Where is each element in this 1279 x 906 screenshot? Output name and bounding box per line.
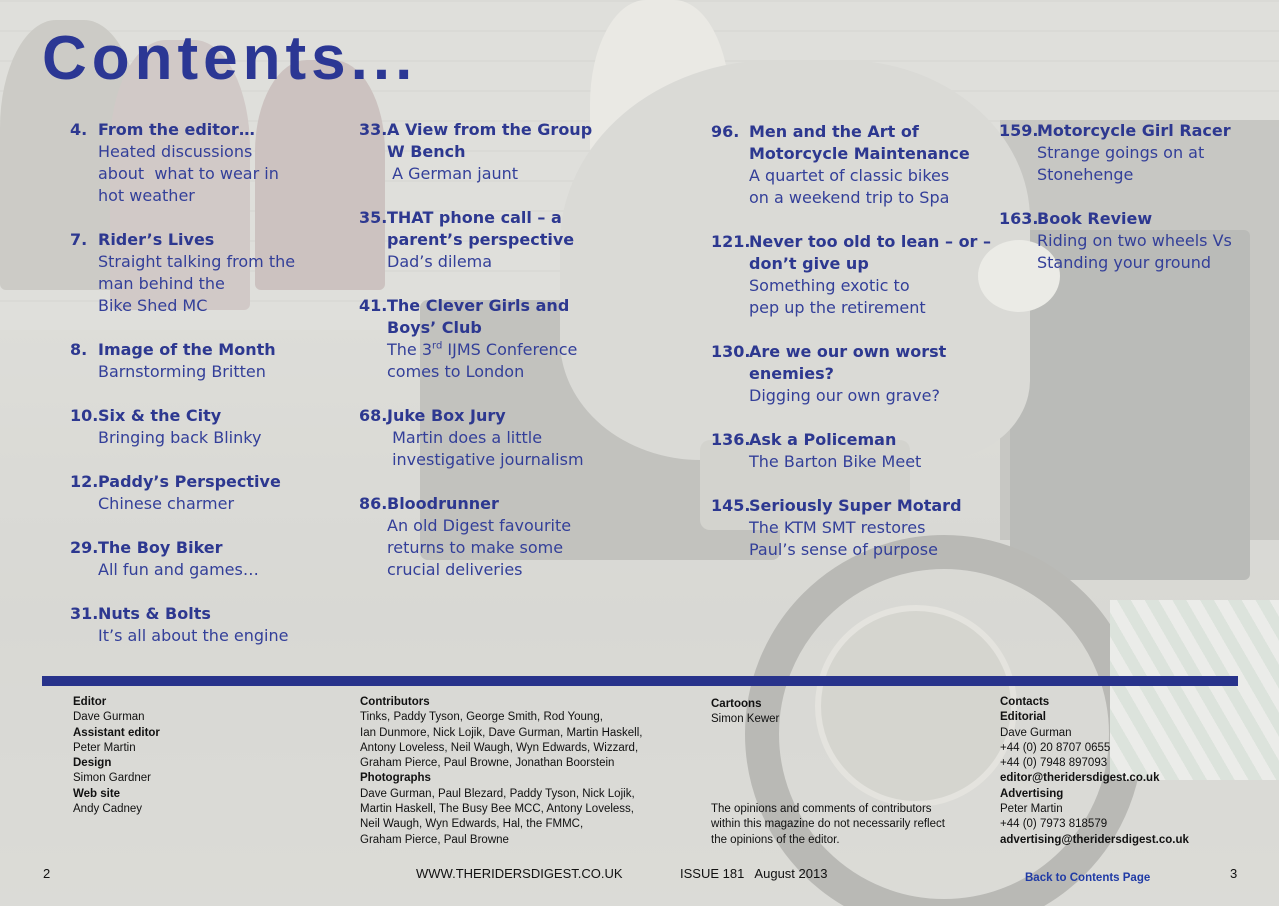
contents-column-4	[999, 120, 1269, 296]
entry-subtitle-part: The 3	[387, 340, 433, 359]
entry-subtitle: The KTM SMT restores	[749, 518, 926, 537]
entry-title: W Bench	[387, 142, 466, 161]
photographs-label: Photographs	[360, 772, 431, 785]
editorial-label: Editorial	[1000, 711, 1047, 724]
disclaimer-line: the opinions of the editor.	[711, 833, 840, 846]
entry-title: A View from the Group	[387, 120, 593, 139]
website-label: Web site	[73, 787, 121, 800]
credits-staff	[73, 695, 160, 817]
entry-subtitle: pep up the retirement	[749, 298, 926, 317]
entry-title: Rider’s Lives	[98, 230, 215, 249]
contents-entry[interactable]	[70, 603, 350, 647]
page-number: 68.	[359, 406, 388, 425]
entry-subtitle: Chinese charmer	[98, 494, 235, 513]
entry-subtitle: Bike Shed MC	[98, 296, 208, 315]
contents-entry[interactable]	[999, 120, 1269, 186]
contents-column-1	[70, 119, 350, 669]
page-number: 33.	[359, 120, 388, 139]
entry-subtitle: Strange goings on at	[1037, 143, 1205, 162]
entry-subtitle: The Barton Bike Meet	[749, 452, 922, 471]
cartoons-name: Simon Kewer	[711, 713, 780, 726]
advertising-name: Peter Martin	[1000, 803, 1063, 816]
entry-subtitle	[387, 339, 709, 361]
contributors-line: Graham Pierce, Paul Browne, Jonathan Boorstein	[360, 757, 615, 770]
page-number: 7.	[70, 230, 88, 249]
photographs-line: Dave Gurman, Paul Blezard, Paddy Tyson, Nick Lojik,	[360, 787, 635, 800]
entry-subtitle: Dad’s dilema	[387, 252, 493, 271]
website-url[interactable]: WWW.THERIDERSDIGEST.CO.UK	[416, 866, 623, 881]
issue-info: ISSUE 181 August 2013	[680, 866, 828, 881]
design-name: Simon Gardner	[73, 772, 151, 785]
credits-contributors	[360, 695, 643, 848]
photographs-line: Martin Haskell, The Busy Bee MCC, Antony Loveless,	[360, 803, 634, 816]
disclaimer-line: The opinions and comments of contributors	[711, 803, 932, 815]
entry-subtitle: Paul’s sense of purpose	[749, 540, 938, 559]
advertising-phone: +44 (0) 7973 818579	[1000, 818, 1108, 831]
contents-entry[interactable]	[359, 207, 709, 273]
contributors-line: Tinks, Paddy Tyson, George Smith, Rod Young,	[360, 711, 603, 724]
entry-subtitle: A German jaunt	[387, 164, 519, 183]
entry-title: Bloodrunner	[387, 494, 499, 513]
entry-subtitle: hot weather	[98, 186, 195, 205]
contents-entry[interactable]	[359, 295, 709, 383]
entry-subtitle: An old Digest favourite	[387, 516, 572, 535]
editorial-name: Dave Gurman	[1000, 726, 1072, 739]
assistant-editor-label: Assistant editor	[73, 726, 160, 739]
entry-title: parent’s perspective	[387, 230, 575, 249]
contents-entry[interactable]	[70, 471, 350, 515]
editor-name: Dave Gurman	[73, 711, 145, 724]
page-number: 159.	[999, 121, 1039, 140]
page-number: 8.	[70, 340, 88, 359]
entry-subtitle: comes to London	[387, 362, 525, 381]
entry-subtitle: All fun and games…	[98, 560, 259, 579]
entry-title: Men and the Art of	[749, 122, 919, 141]
entry-subtitle: Martin does a little	[387, 428, 543, 447]
entry-title: enemies?	[749, 364, 834, 383]
entry-title: Book Review	[1037, 209, 1153, 228]
disclaimer	[711, 802, 945, 848]
entry-title: Boys’ Club	[387, 318, 482, 337]
entry-title: Paddy’s Perspective	[98, 472, 281, 491]
entry-subtitle: returns to make some	[387, 538, 564, 557]
page-number: 41.	[359, 296, 388, 315]
page-number: 29.	[70, 538, 99, 557]
contents-entry[interactable]	[711, 429, 1001, 473]
entry-subtitle: It’s all about the engine	[98, 626, 289, 645]
page-number: 12.	[70, 472, 99, 491]
entry-subtitle: Standing your ground	[1037, 253, 1212, 272]
entry-subtitle: Bringing back Blinky	[98, 428, 262, 447]
back-to-contents-link[interactable]: Back to Contents Page	[1025, 872, 1151, 884]
contents-entry[interactable]	[70, 537, 350, 581]
entry-subtitle: on a weekend trip to Spa	[749, 188, 950, 207]
entry-subtitle: Straight talking from the	[98, 252, 296, 271]
page-number: 86.	[359, 494, 388, 513]
contributors-line: Antony Loveless, Neil Waugh, Wyn Edwards, Wizzard,	[360, 741, 639, 754]
page-number: 35.	[359, 208, 388, 227]
entry-subtitle-part: IJMS Conference	[442, 340, 578, 359]
entry-subtitle: crucial deliveries	[387, 560, 523, 579]
contributors-line: Ian Dunmore, Nick Lojik, Dave Gurman, Martin Haskell,	[360, 726, 643, 739]
page-number: 136.	[711, 430, 751, 449]
entry-title: Image of the Month	[98, 340, 276, 359]
disclaimer-line: within this magazine do not necessarily reflect	[711, 818, 945, 831]
page-number: 163.	[999, 209, 1039, 228]
entry-subtitle: Digging our own grave?	[749, 386, 940, 405]
entry-subtitle: about what to wear in	[98, 164, 279, 183]
entry-title: Are we our own worst	[749, 342, 947, 361]
page-number: 121.	[711, 232, 751, 251]
editor-label: Editor	[73, 696, 107, 708]
entry-title: Seriously Super Motard	[749, 496, 962, 515]
contents-entry[interactable]	[359, 493, 709, 581]
entry-subtitle: man behind the	[98, 274, 225, 293]
entry-title: Motorcycle Maintenance	[749, 144, 970, 163]
page-number-left: 2	[43, 866, 51, 881]
assistant-editor-name: Peter Martin	[73, 741, 136, 754]
website-name: Andy Cadney	[73, 803, 143, 816]
contents-entry[interactable]	[70, 405, 350, 449]
entry-title: Six & the City	[98, 406, 222, 425]
entry-subtitle: Barnstorming Britten	[98, 362, 266, 381]
page-title: Contents...	[42, 24, 418, 93]
entry-title: From the editor…	[98, 120, 255, 139]
contents-entry[interactable]	[711, 495, 1001, 561]
contents-entry[interactable]	[359, 405, 709, 471]
photographs-line: Graham Pierce, Paul Browne	[360, 833, 509, 846]
entry-title: don’t give up	[749, 254, 869, 273]
contents-entry[interactable]	[70, 119, 350, 207]
contents-entry[interactable]	[711, 121, 1001, 209]
credits-contacts	[1000, 695, 1189, 848]
contributors-label: Contributors	[360, 696, 430, 708]
contacts-label: Contacts	[1000, 696, 1050, 708]
entry-subtitle: investigative journalism	[387, 450, 584, 469]
entry-title: The Boy Biker	[98, 538, 223, 557]
entry-title: Juke Box Jury	[387, 406, 506, 425]
entry-title: Never too old to lean – or –	[749, 232, 992, 251]
cartoons-label: Cartoons	[711, 698, 762, 710]
entry-subtitle: A quartet of classic bikes	[749, 166, 950, 185]
entry-subtitle: Riding on two wheels Vs	[1037, 231, 1232, 250]
page-number: 4.	[70, 120, 88, 139]
contents-column-3	[711, 121, 1001, 583]
contents-entry[interactable]	[359, 119, 709, 185]
page-number-right: 3	[1230, 866, 1238, 881]
contents-entry[interactable]	[70, 339, 350, 383]
contents-entry[interactable]	[711, 341, 1001, 407]
credits-cartoons	[711, 697, 779, 728]
page-number: 130.	[711, 342, 751, 361]
contents-column-2	[359, 119, 709, 603]
contents-entry[interactable]	[70, 229, 350, 317]
entry-subtitle-sup: rd	[432, 340, 443, 352]
page-number: 96.	[711, 122, 740, 141]
advertising-label: Advertising	[1000, 787, 1064, 800]
editorial-mobile: +44 (0) 7948 897093	[1000, 757, 1108, 770]
entry-title: Ask a Policeman	[749, 430, 897, 449]
entry-subtitle: Something exotic to	[749, 276, 910, 295]
advertising-email[interactable]: advertising@theridersdigest.co.uk	[1000, 833, 1189, 846]
entry-subtitle: Stonehenge	[1037, 165, 1134, 184]
contents-entry[interactable]	[999, 208, 1269, 274]
entry-title: Motorcycle Girl Racer	[1037, 121, 1231, 140]
page-number: 31.	[70, 604, 99, 623]
entry-subtitle: Heated discussions	[98, 142, 253, 161]
divider-rule	[42, 676, 1238, 686]
editorial-email[interactable]: editor@theridersdigest.co.uk	[1000, 772, 1160, 785]
editorial-phone: +44 (0) 20 8707 0655	[1000, 741, 1111, 754]
page-number: 10.	[70, 406, 99, 425]
photographs-line: Neil Waugh, Wyn Edwards, Hal, the FMMC,	[360, 818, 584, 831]
entry-title: THAT phone call – a	[387, 208, 562, 227]
page-number: 145.	[711, 496, 751, 515]
contents-entry[interactable]	[711, 231, 1001, 319]
entry-title: Nuts & Bolts	[98, 604, 211, 623]
entry-title: The Clever Girls and	[387, 296, 570, 315]
design-label: Design	[73, 757, 112, 770]
